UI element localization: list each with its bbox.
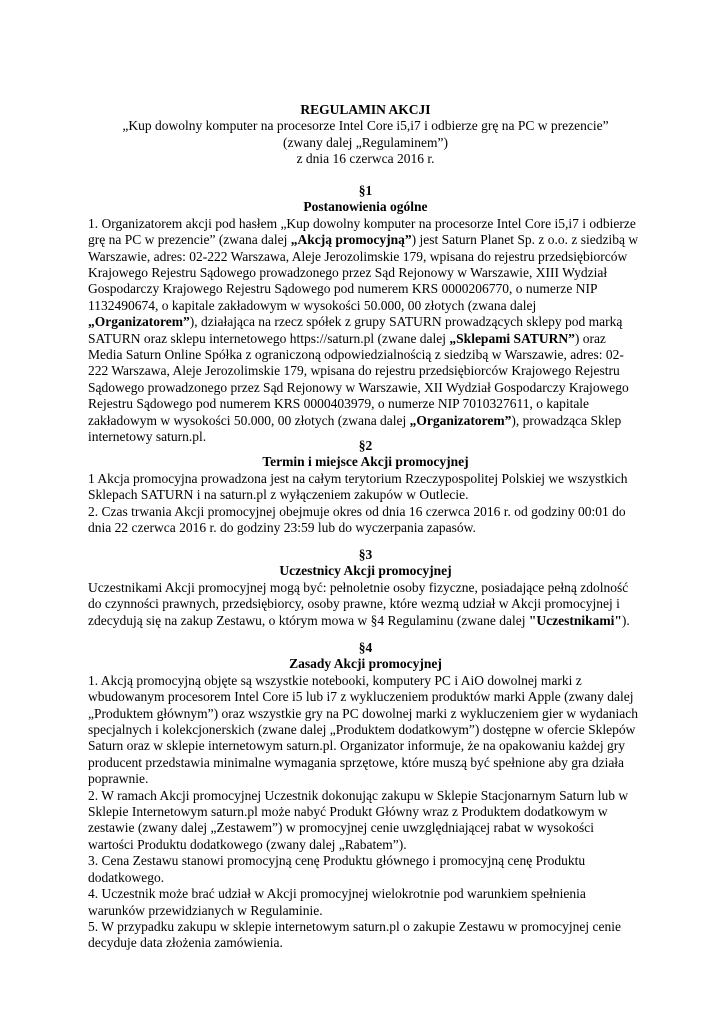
- section-paragraph: 2. W ramach Akcji promocyjnej Uczestnik dokonując zakupu w Sklepie Stacjonarnym Saturn lub w Sklepie Internetowym saturn.pl może nabyć Produkt Główny wraz z Produktem dodatkowym w zestawie (zwany dalej „Zestawem”) w promocyjnej cenie uwzględniającej rabat w wysokości wartości Produktu dodatkowego (zwany dalej „Rabatem”).: [88, 787, 629, 852]
- section-paragraph: 1. Akcją promocyjną objęte są wszystkie notebooki, komputery PC i AiO dowolnej marki z wbudowanym procesorem Intel Core i5 lub i7 z wykluczeniem produktów marki Apple (zwany dalej „Produktem głównym”) oraz wszystkie gry na PC dowolnej marki z wykluczeniem gier w wydaniach specjalnych i kolekcjonerskich (zwane dalej „Produktem dodatkowym”) dostępne w ofercie Sklepów Saturn oraz w sklepie internetowym saturn.pl. Organizator informuje, że na opakowaniu każdej gry producent przedstawia minimalne wymagania sprzętowe, które muszą być spełnione aby gra działa poprawnie.: [88, 672, 638, 787]
- defined-term: „Organizatorem”: [409, 412, 512, 428]
- section-4: [88, 640, 643, 952]
- paragraph-text: ), działająca na rzecz spółek z grupy SATURN prowadzących sklepy pod marką SATURN oraz sklepu internetowego https://saturn.pl (zwane dalej: [88, 314, 623, 346]
- section-title: Uczestnicy Akcji promocyjnej: [279, 563, 452, 579]
- section-paragraph: 4. Uczestnik może brać udział w Akcji promocyjnej wielokrotnie pod warunkiem spełnienia warunków przewidzianych w Regulaminie.: [88, 886, 586, 918]
- section-number: §1: [358, 183, 373, 198]
- document-header: [88, 102, 643, 168]
- paragraph-text: ) oraz Media Saturn Online Spółka z ograniczoną odpowiedzialnością z siedzibą w Warszawie, adres: 02-222 Warszawa, Aleje Jerozolimskie 179, wpisana do rejestru przedsiębiorców Krajowego Rejestru Sądowego prowadzonego przez Sąd Rejonowy w Warszawie, XII Wydział Gospodarczy Krajowego Rejestru Sądowego pod numerem KRS 0000403979, o numerze NIP 7010327611, o kapitale zakładowym w wysokości 50.000, 00 złotych (zwana dalej: [88, 330, 629, 428]
- paragraph-text: 1. Organizatorem akcji pod hasłem „Kup dowolny komputer na procesorze Intel Core i5,i7 i odbierze grę na PC w prezencie” (zwana dalej: [88, 215, 636, 248]
- paragraph-text: Uczestnikami Akcji promocyjnej mogą być: pełnoletnie osoby fizyczne, posiadające pełną zdolność do czynności prawnych, przedsiębiorcy, osoby prawne, które wezmą udział w Akcji promocyjnej i zdecydują się na zakup Zestawu, o którym mowa w §4 Regulaminu (zwane dalej: [88, 579, 629, 628]
- section-title: Zasady Akcji promocyjnej: [289, 656, 442, 672]
- paragraph-text: ), prowadząca Sklep internetowy saturn.pl.: [88, 412, 622, 445]
- section-number: §4: [358, 640, 373, 655]
- paragraph-text: ) jest Saturn Planet Sp. z o.o. z siedzibą w Warszawie, adres: 02-222 Warszawa, Aleje Jerozolimskie 179, wpisana do rejestru przedsiębiorców Krajowego Rejestru Sądowego prowadzonego przez Sąd Rejonowy w Warszawie, XIII Wydział Gospodarczy Krajowego Rejestru Sądowego pod numerem KRS 0000206770, o numerze NIP 1132490674, o kapitale zakładowym w wysokości 50.000, 00 złotych (zwana dalej: [88, 232, 639, 313]
- defined-term: „Organizatorem”: [88, 314, 190, 330]
- section-paragraph: [88, 580, 643, 629]
- paragraph-text: ).: [621, 612, 630, 628]
- section-paragraph: 2. Czas trwania Akcji promocyjnej obejmuje okres od dnia 16 czerwca 2016 r. od godziny 00:01 do dnia 22 czerwca 2016 r. do godziny 23:59 lub do wyczerpania zapasów.: [88, 503, 626, 536]
- section-1: [88, 183, 643, 446]
- defined-term: „Akcją promocyjną”: [290, 232, 412, 248]
- section-number: §3: [358, 547, 373, 562]
- section-paragraph: 5. W przypadku zakupu w sklepie internetowym saturn.pl o zakupie Zestawu w promocyjnej cenie decyduje data złożenia zamówienia.: [88, 918, 621, 951]
- document-subtitle: „Kup dowolny komputer na procesorze Intel Core i5,i7 i odbierze grę na PC w prezencie”: [122, 118, 609, 134]
- section-paragraph: 1 Akcja promocyjna prowadzona jest na całym terytorium Rzeczypospolitej Polskiej we wszystkich Sklepach SATURN i na saturn.pl z wyłączeniem zakupów w Outlecie.: [88, 470, 628, 503]
- section-2: [88, 438, 643, 536]
- section-title: Termin i miejsce Akcji promocyjnej: [262, 454, 469, 470]
- defined-term: „Sklepami SATURN”: [449, 330, 575, 346]
- section-paragraph: 3. Cena Zestawu stanowi promocyjną cenę Produktu głównego i promocyjną cenę Produktu dodatkowego.: [88, 853, 586, 885]
- section-paragraph: [88, 216, 643, 446]
- document-called: (zwany dalej „Regulaminem”): [283, 134, 448, 150]
- document-title: REGULAMIN AKCJI: [300, 102, 431, 117]
- section-number: §2: [358, 438, 373, 453]
- defined-term: "Uczestnikami": [528, 612, 622, 628]
- document-date: z dnia 16 czerwca 2016 r.: [296, 151, 435, 167]
- section-3: [88, 547, 643, 629]
- section-title: Postanowienia ogólne: [303, 199, 428, 215]
